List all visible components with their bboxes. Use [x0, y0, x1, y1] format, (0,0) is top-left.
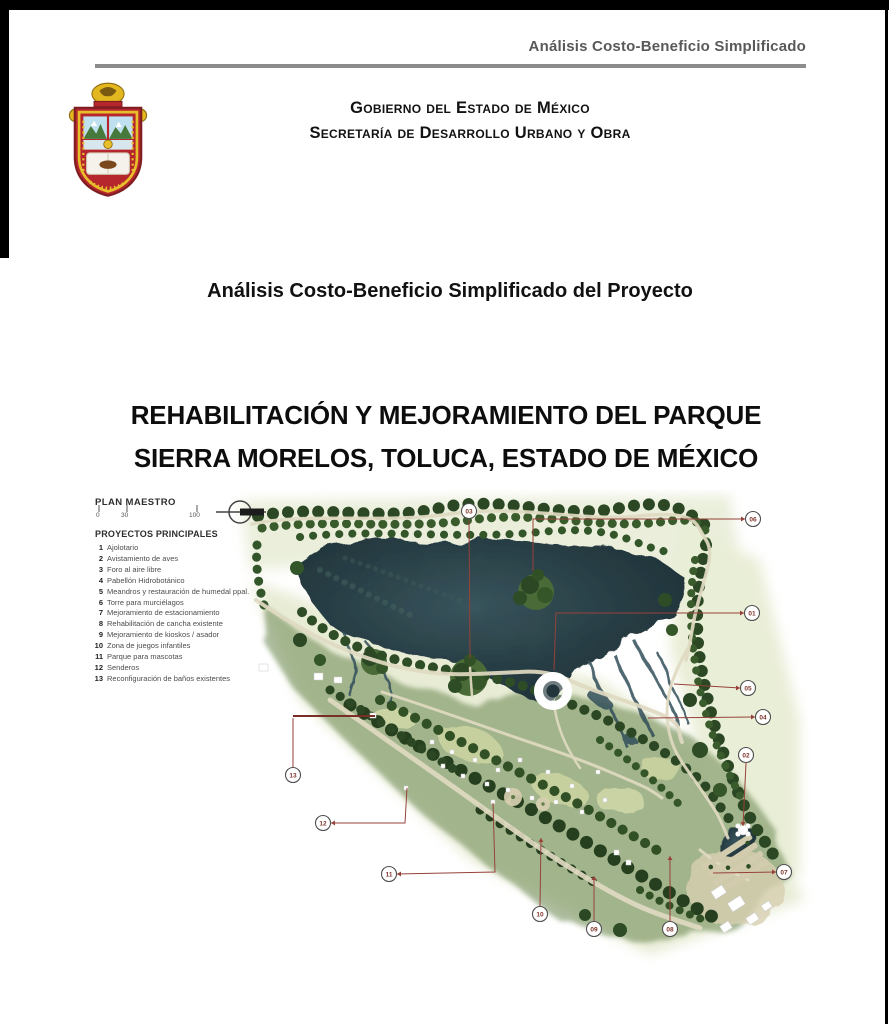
svg-text:08: 08	[666, 926, 674, 934]
project-title-line2: SIERRA MORELOS, TOLUCA, ESTADO DE MÉXICO	[133, 443, 759, 473]
legend-item: 3 Foro al aire libre	[98, 564, 162, 574]
callout-01	[745, 606, 760, 621]
callout-03	[462, 504, 477, 519]
legend-item: 9 Mejoramiento de kioskos / asador	[98, 630, 220, 640]
legend-item: 6 Torre para murciélagos	[98, 597, 184, 607]
legend-item: 8 Rehabilitación de cancha existente	[98, 619, 223, 629]
svg-text:10: 10	[536, 911, 544, 919]
institution-line2: Secretaría de Desarrollo Urbano y Obra	[309, 124, 631, 142]
svg-text:09: 09	[590, 926, 598, 934]
legend-item: 13 Reconfiguración de baños existentes	[94, 673, 230, 683]
svg-text:07: 07	[780, 869, 788, 877]
svg-text:01: 01	[748, 610, 756, 618]
callout-13	[286, 768, 301, 783]
running-header: Análisis Costo-Beneficio Simplificado	[528, 38, 806, 55]
project-title	[16, 394, 876, 480]
svg-text:06: 06	[749, 516, 757, 524]
legend-item: 12 Senderos	[94, 662, 140, 672]
scale-label-0: 0	[96, 512, 100, 519]
ring-structure	[534, 672, 572, 710]
scale-label-30: 30	[121, 512, 129, 519]
callout-08	[663, 922, 678, 937]
callout-04	[756, 710, 771, 725]
institution-block	[160, 96, 780, 146]
estado-de-mexico-coat-of-arms-icon	[63, 80, 153, 200]
institution-line1: Gobierno del Estado de México	[350, 99, 590, 117]
svg-text:03: 03	[465, 508, 473, 516]
callout-09	[587, 922, 602, 937]
legend-item: 10 Zona de juegos infantiles	[94, 641, 191, 651]
callout-05	[741, 681, 756, 696]
svg-text:05: 05	[744, 685, 752, 693]
callout-11	[382, 867, 397, 882]
callout-07	[777, 865, 792, 880]
svg-text:13: 13	[289, 772, 297, 780]
callout-02	[739, 748, 754, 763]
legend-list	[93, 543, 249, 685]
svg-text:12: 12	[319, 820, 327, 828]
document-subtitle: Análisis Costo-Beneficio Simplificado del Proyecto	[207, 280, 693, 302]
svg-text:11: 11	[385, 871, 393, 879]
svg-text:02: 02	[742, 752, 750, 760]
scan-border-top	[0, 0, 889, 10]
legend-item: 1 Ajolotario	[98, 543, 139, 552]
legend-item: 5 Meandros y restauración de humedal ppal.	[98, 586, 250, 596]
svg-text:04: 04	[759, 714, 767, 722]
project-title-line1: REHABILITACIÓN Y MEJORAMIENTO DEL PARQUE	[130, 400, 762, 430]
header-rule	[95, 64, 806, 68]
callout-12	[316, 816, 331, 831]
callout-10	[533, 907, 548, 922]
plan-title: PLAN MAESTRO	[95, 497, 176, 508]
scale-label-100: 100	[189, 512, 200, 519]
legend-item: 4 Pabellón Hidrobotánico	[98, 575, 185, 585]
legend-title: PROYECTOS PRINCIPALES	[95, 529, 218, 539]
callout-06	[746, 512, 761, 527]
legend-item: 7 Mejoramiento de estacionamiento	[98, 608, 220, 618]
scan-border-left	[0, 0, 9, 258]
legend-item: 2 Avistamiento de aves	[98, 553, 179, 563]
legend-item: 11 Parque para mascotas	[95, 652, 183, 662]
